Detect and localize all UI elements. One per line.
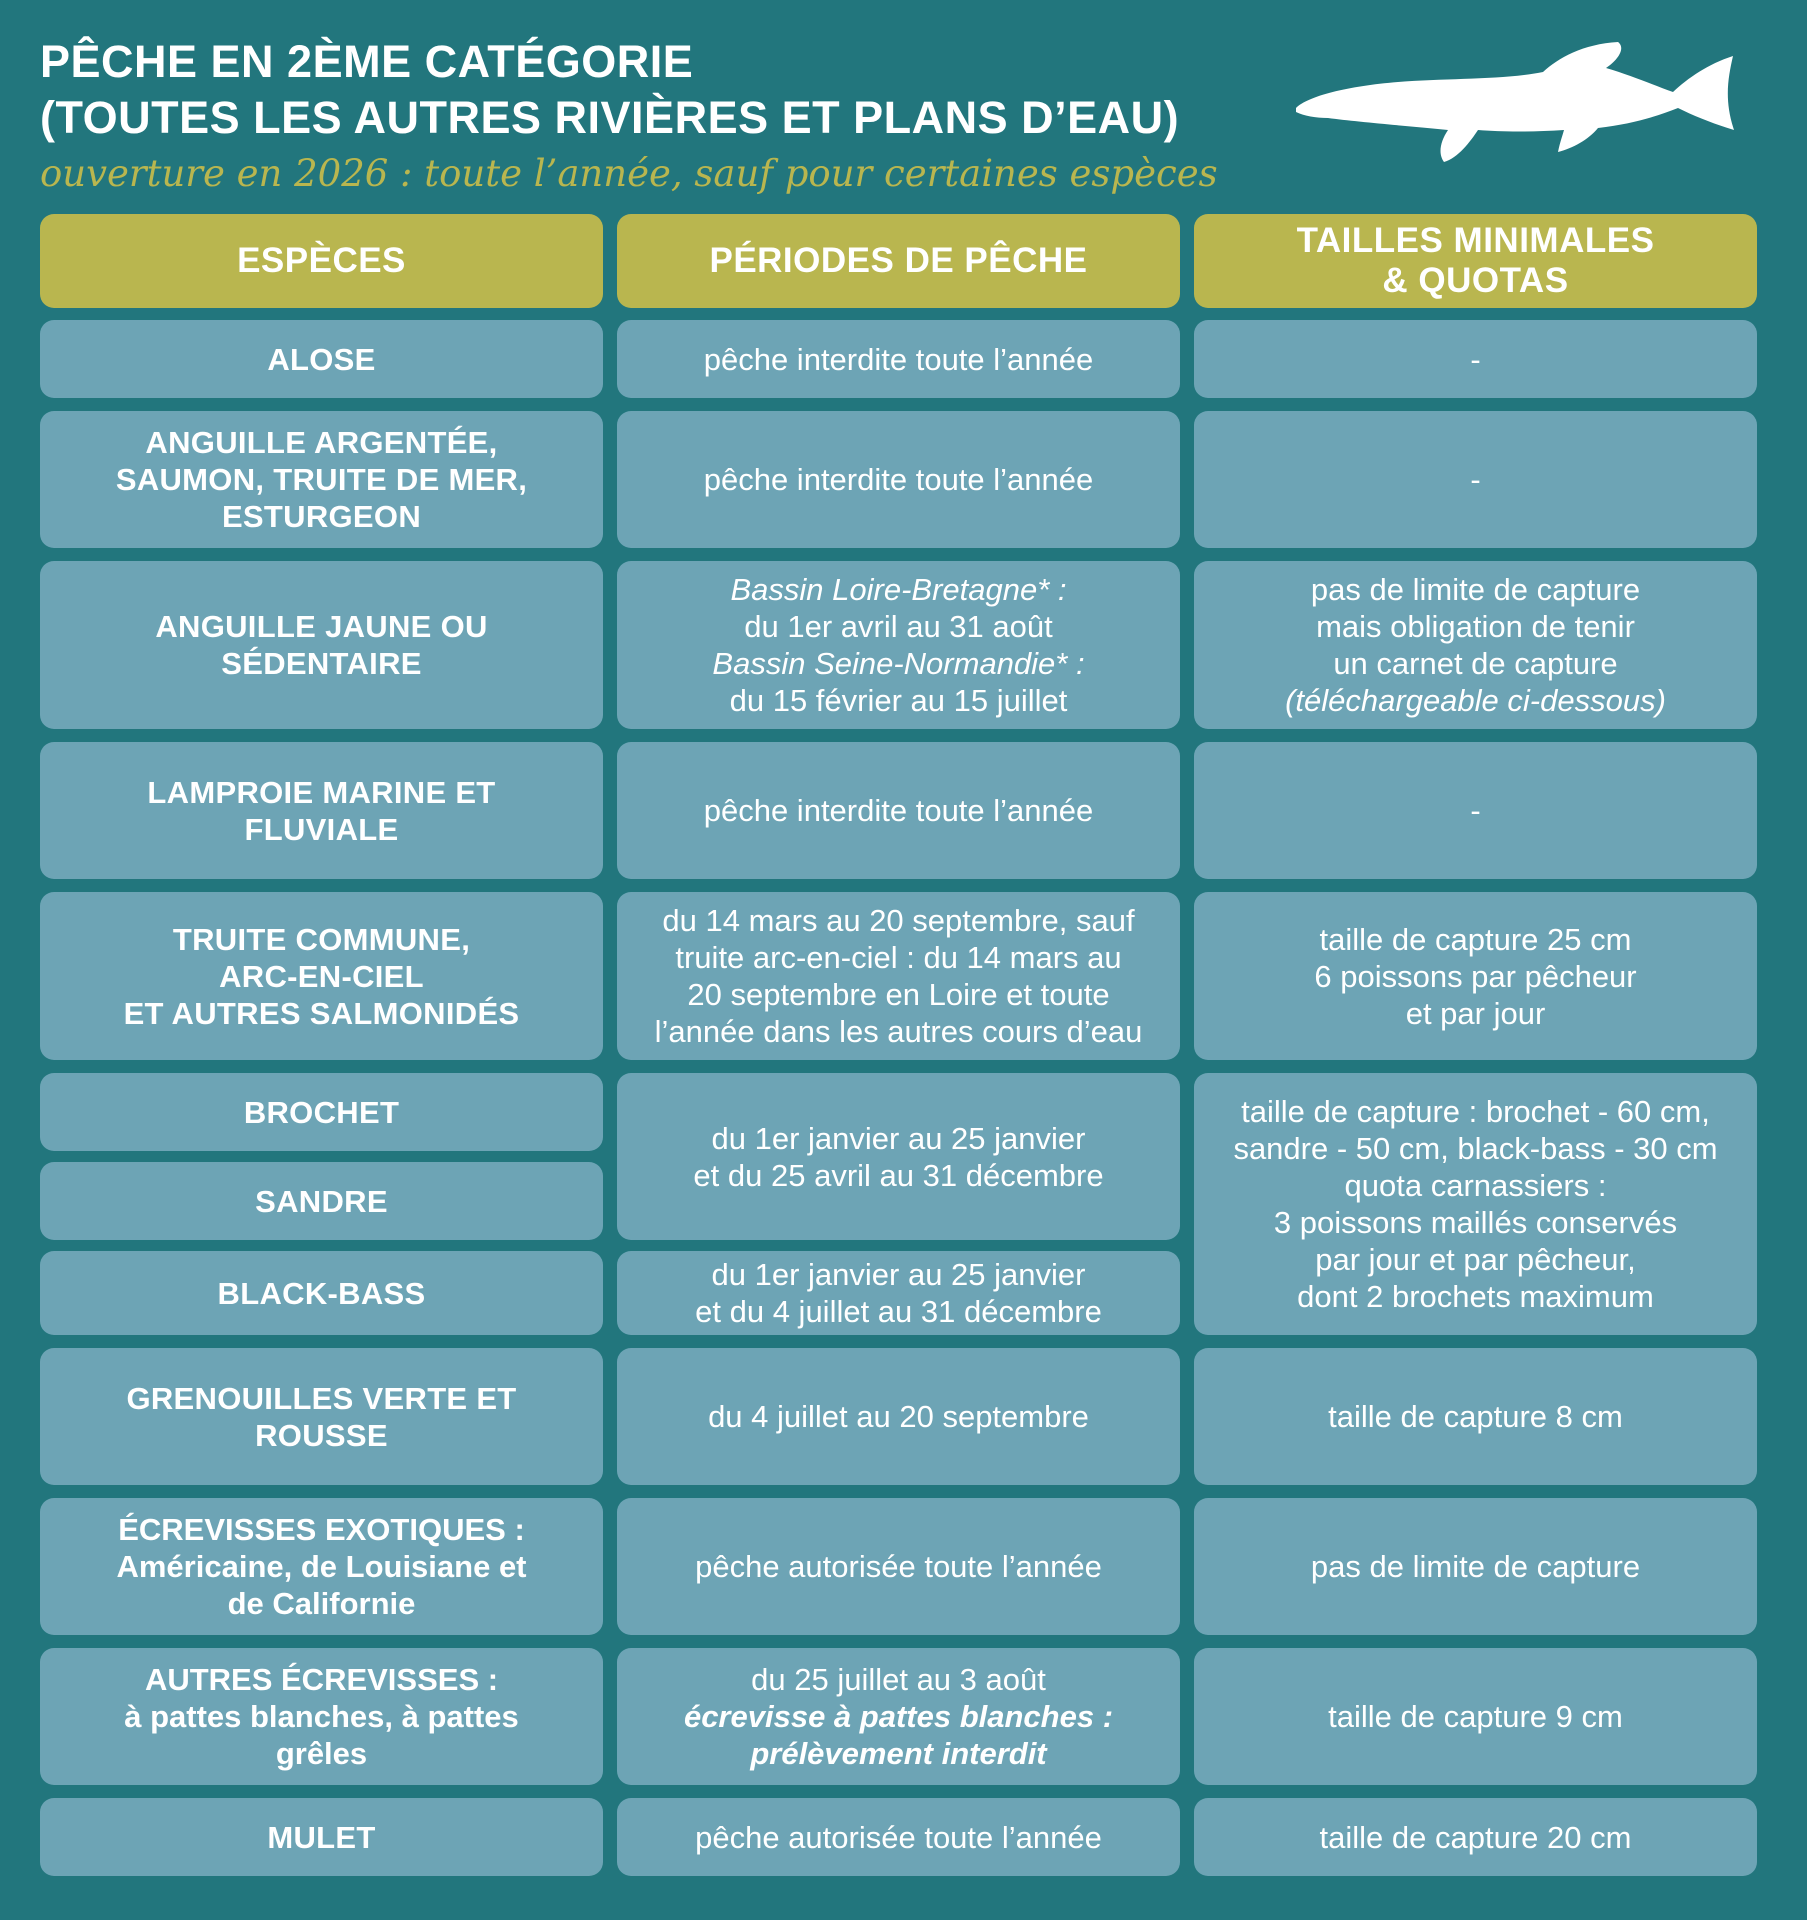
period-anguille-argentee: pêche interdite toute l’année [617, 411, 1180, 548]
period-truite: du 14 mars au 20 septembre, sauf truite arc-en-ciel : du 14 mars au 20 septembre en Loire et toute l’année dans les autres cours d’eau [617, 892, 1180, 1060]
fishing-regulations-table [40, 214, 1757, 1874]
period-lamproie: pêche interdite toute l’année [617, 742, 1180, 879]
size-alose: - [1194, 320, 1757, 398]
size-autres-ecrevisses: taille de capture 9 cm [1194, 1648, 1757, 1785]
period-autres-ecrevisses [617, 1648, 1180, 1785]
size-carnassiers: taille de capture : brochet - 60 cm, sandre - 50 cm, black-bass - 30 cm quota carnassiers : 3 poissons maillés conservés par jour et par pêcheur, dont 2 brochets maximum [1194, 1073, 1757, 1335]
period-brochet-sandre: du 1er janvier au 25 janvier et du 25 avril au 31 décembre [617, 1073, 1180, 1240]
species-brochet: BROCHET [40, 1073, 603, 1151]
species-anguille-jaune: ANGUILLE JAUNE OU SÉDENTAIRE [40, 561, 603, 729]
size-grenouilles: taille de capture 8 cm [1194, 1348, 1757, 1485]
species-ecrevisses-exotiques-title: ÉCREVISSES EXOTIQUES : [118, 1512, 525, 1547]
size-truite: taille de capture 25 cm 6 poissons par pêcheur et par jour [1194, 892, 1757, 1060]
species-grenouilles: GRENOUILLES VERTE ET ROUSSE [40, 1348, 603, 1485]
period-autres-ecrevisses-dates: du 25 juillet au 3 août [751, 1662, 1046, 1697]
page-title-line-2: (TOUTES LES AUTRES RIVIÈRES ET PLANS D’EAU) [40, 92, 1180, 143]
page-subtitle: ouverture en 2026 : toute l’année, sauf pour certaines espèces [40, 152, 1218, 195]
page-header [40, 34, 1320, 195]
species-truite: TRUITE COMMUNE, ARC-EN-CIEL ET AUTRES SALMONIDÉS [40, 892, 603, 1060]
size-lamproie: - [1194, 742, 1757, 879]
size-anguille-jaune-text: pas de limite de capture mais obligation de tenir un carnet de capture [1310, 572, 1641, 681]
period-mulet: pêche autorisée toute l’année [617, 1798, 1180, 1876]
period-loire-dates: du 1er avril au 31 août [744, 609, 1053, 644]
period-ecrevisses-exotiques: pêche autorisée toute l’année [617, 1498, 1180, 1635]
species-alose: ALOSE [40, 320, 603, 398]
species-black-bass: BLACK-BASS [40, 1251, 603, 1335]
species-mulet: MULET [40, 1798, 603, 1876]
size-anguille-argentee: - [1194, 411, 1757, 548]
period-seine-dates: du 15 février au 15 juillet [729, 683, 1068, 718]
size-anguille-jaune-note: (téléchargeable ci-dessous) [1285, 683, 1666, 718]
period-black-bass: du 1er janvier au 25 janvier et du 4 juillet au 31 décembre [617, 1251, 1180, 1335]
column-header-sizes-quotas: TAILLES MINIMALES & QUOTAS [1194, 214, 1757, 308]
species-lamproie: LAMPROIE MARINE ET FLUVIALE [40, 742, 603, 879]
column-header-periods: PÉRIODES DE PÊCHE [617, 214, 1180, 308]
period-basin-seine: Bassin Seine-Normandie* : [712, 646, 1085, 681]
species-autres-ecrevisses [40, 1648, 603, 1785]
period-grenouilles: du 4 juillet au 20 septembre [617, 1348, 1180, 1485]
species-autres-ecrevisses-title: AUTRES ÉCREVISSES : [144, 1662, 499, 1697]
page-title-line-1: PÊCHE EN 2ÈME CATÉGORIE [40, 36, 694, 87]
column-header-species: ESPÈCES [40, 214, 603, 308]
species-sandre: SANDRE [40, 1162, 603, 1240]
pike-fish-icon [1288, 38, 1740, 170]
size-anguille-jaune [1194, 561, 1757, 729]
period-basin-loire: Bassin Loire-Bretagne* : [730, 572, 1067, 607]
species-anguille-argentee: ANGUILLE ARGENTÉE, SAUMON, TRUITE DE MER, ESTURGEON [40, 411, 603, 548]
period-anguille-jaune [617, 561, 1180, 729]
species-ecrevisses-exotiques-list: Américaine, de Louisiane et de Californie [116, 1549, 527, 1621]
size-mulet: taille de capture 20 cm [1194, 1798, 1757, 1876]
period-alose: pêche interdite toute l’année [617, 320, 1180, 398]
size-ecrevisses-exotiques: pas de limite de capture [1194, 1498, 1757, 1635]
period-autres-ecrevisses-note: écrevisse à pattes blanches : prélèvement interdit [683, 1699, 1114, 1771]
species-autres-ecrevisses-list: à pattes blanches, à pattes grêles [124, 1699, 519, 1771]
species-ecrevisses-exotiques [40, 1498, 603, 1635]
